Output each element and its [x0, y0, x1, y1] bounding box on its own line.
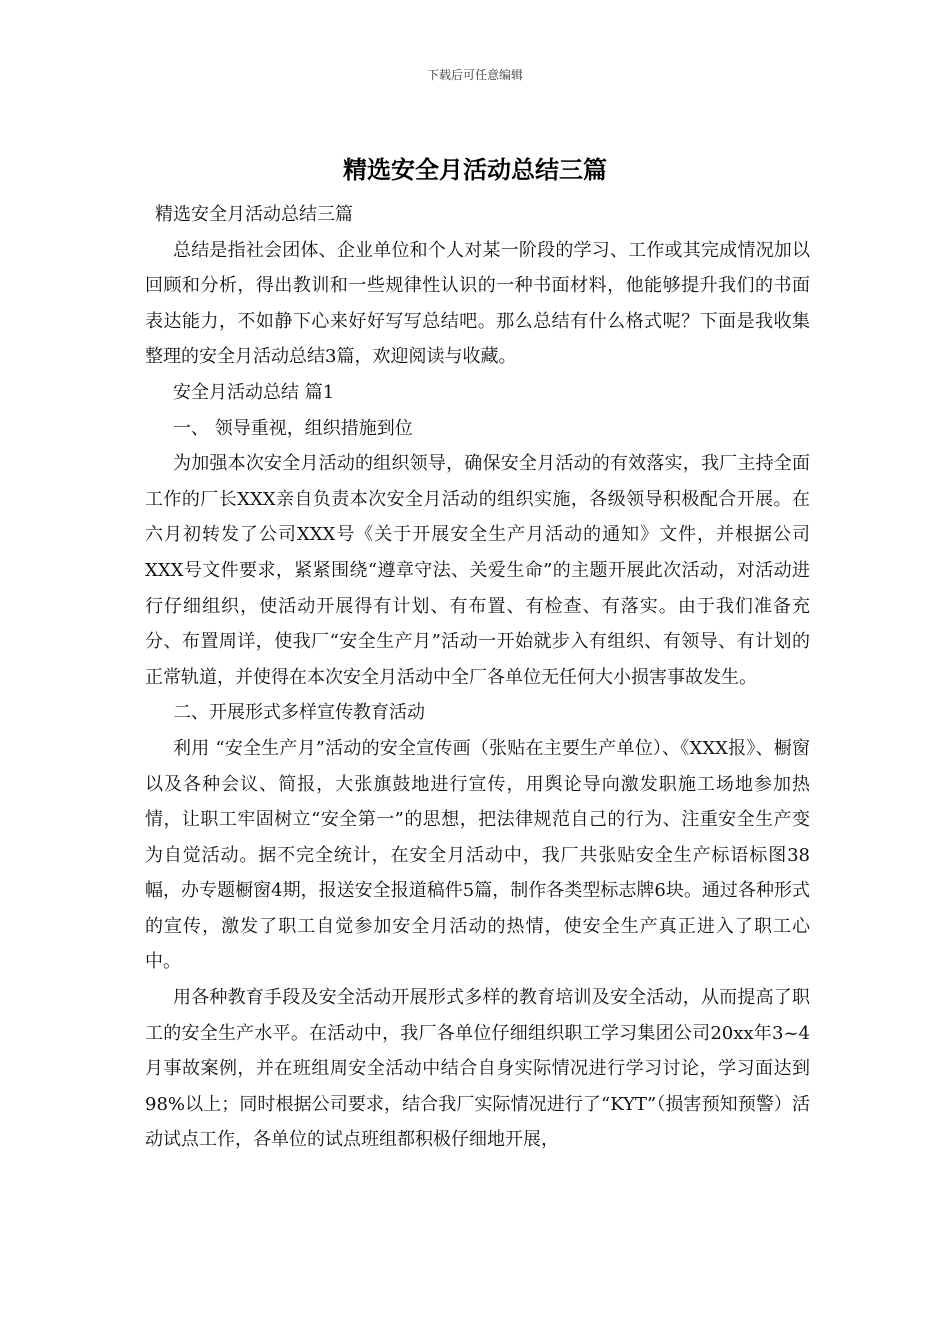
section-heading-2: 二、开展形式多样宣传教育活动 [173, 702, 425, 724]
paragraph: 利用 “安全生产月”活动的安全宣传画（张贴在主要生产单位）、《XXX报》、橱窗以及各种会议、简报，大张旗鼓地进行宣传，用舆论导向激发职施工场地参加热情，让职工牢固树立“安全第一”的思想，把法律规范自己的行为、注重安全生产变为自觉活动。据不完全统计，在安全月活动中，我厂共张贴安全生产标语标图38幅，办专题橱窗4期，报送安全报道稿件5篇，制作各类型标志牌6块。通过各种形式的宣传，激发了职工自觉参加安全月活动的热情，使安全生产真正进入了职工心中。 [145, 737, 810, 973]
paragraph: 为加强本次安全月活动的组织领导，确保安全月活动的有效落实，我厂主持全面工作的厂长XXX亲自负责本次安全月活动的组织实施，各级领导积极配合开展。在六月初转发了公司XXX号《关于开展安全生产月活动的通知》文件，并根据公司XXX号文件要求，紧紧围绕“遵章守法、关爱生命”的主题开展此次活动，对活动进行仔细组织，使活动开展得有计划、有布置、有检查、有落实。由于我们准备充分、布置周详，使我厂“安全生产月”活动一开始就步入有组织、有领导、有计划的正常轨道，并使得在本次安全月活动中全厂各单位无任何大小损害事故发生。 [145, 453, 810, 688]
header-note: 下载后可任意编辑 [426, 68, 523, 82]
section-heading-1: 一、 领导重视，组织措施到位 [173, 417, 413, 439]
document-subtitle: 精选安全月活动总结三篇 [155, 204, 353, 225]
section-heading: 安全月活动总结 篇1 [173, 381, 335, 403]
document-body [145, 197, 810, 1158]
document-title: 精选安全月活动总结三篇 [343, 156, 607, 184]
paragraph-intro: 总结是指社会团体、企业单位和个人对某一阶段的学习、工作或其完成情况加以回顾和分析，得出教训和一些规律性认识的一种书面材料，他能够提升我们的书面表达能力，不如静下心来好好写写总结吧。那么总结有什么格式呢？下面是我收集整理的安全月活动总结3篇，欢迎阅读与收藏。 [145, 239, 810, 368]
paragraph: 用各种教育手段及安全活动开展形式多样的教育培训及安全活动，从而提高了职工的安全生产水平。在活动中，我厂各单位仔细组织职工学习集团公司20xx年3~4月事故案例，并在班组周安全活动中结合自身实际情况进行学习讨论，学习面达到98%以上；同时根据公司要求，结合我厂实际情况进行了“KYT”（损害预知预警）活动试点工作，各单位的试点班组都积极仔细地开展， [145, 987, 810, 1151]
